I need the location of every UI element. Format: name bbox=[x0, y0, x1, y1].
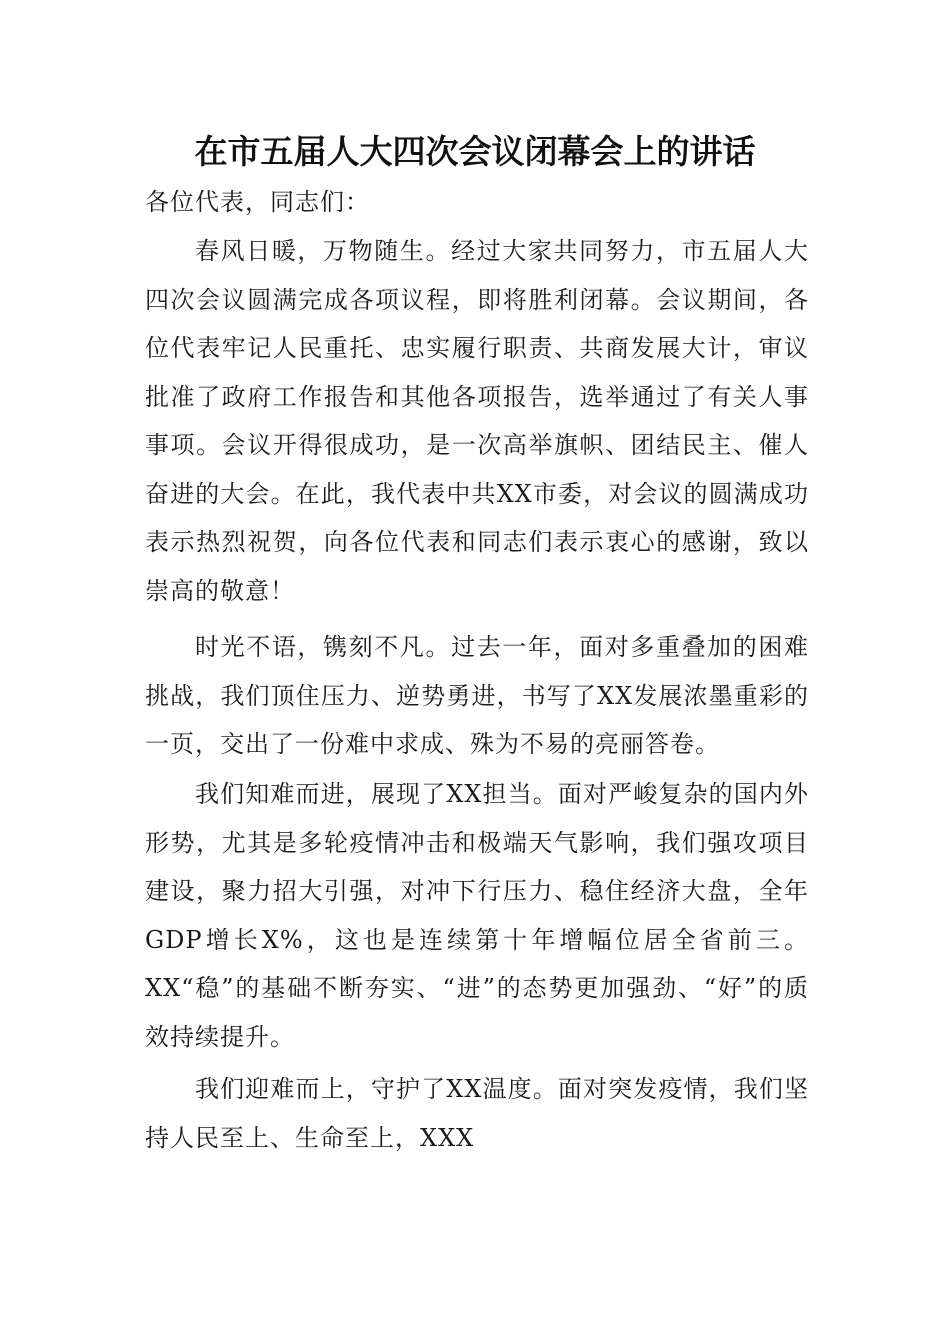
paragraph-4: 我们迎难而上，守护了XX温度。面对突发疫情，我们坚持人民至上、生命至上，XXX bbox=[145, 1075, 809, 1152]
paragraph-1: 春风日暖，万物随生。经过大家共同努力，市五届人大四次会议圆满完成各项议程，即将胜利闭幕。会议期间，各位代表牢记人民重托、忠实履行职责、共商发展大计，审议批准了政府工作报告和其他各项报告，选举通过了有关人事事项。会议开得很成功，是一次高举旗帜、团结民主、催人奋进的大会。在此，我代表中共XX市委，对会议的圆满成功表示热烈祝贺，向各位代表和同志们表示衷心的感谢，致以崇高的敬意！ bbox=[145, 237, 809, 605]
paragraph-2: 时光不语，镌刻不凡。过去一年，面对多重叠加的困难挑战，我们顶住压力、逆势勇进，书写了XX发展浓墨重彩的一页，交出了一份难中求成、殊为不易的亮丽答卷。 bbox=[145, 633, 809, 758]
salutation: 各位代表，同志们： bbox=[145, 188, 370, 216]
document-title: 在市五届人大四次会议闭幕会上的讲话 bbox=[194, 132, 756, 171]
paragraph-3: 我们知难而进，展现了XX担当。面对严峻复杂的国内外形势，尤其是多轮疫情冲击和极端天气影响，我们强攻项目建设，聚力招大引强，对冲下行压力、稳住经济大盘，全年GDP增长X%，这也是连续第十年增幅位居全省前三。XX“稳”的基础不断夯实、“进”的态势更加强劲、“好”的质效持续提升。 bbox=[145, 780, 809, 1051]
